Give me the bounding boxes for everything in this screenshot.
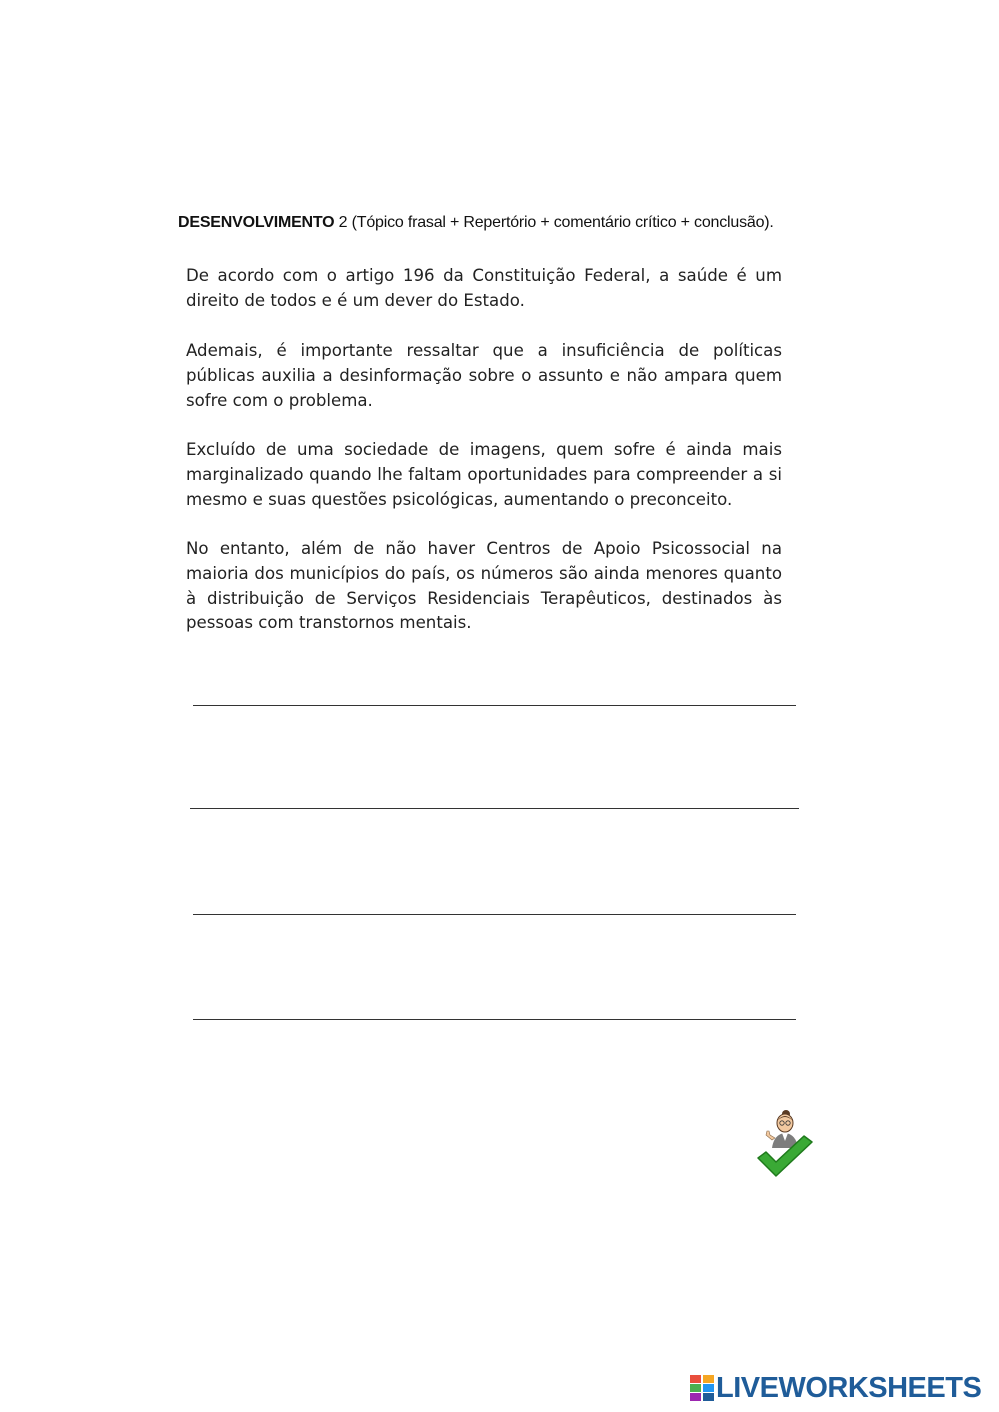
answer-line-1[interactable] [193,705,796,706]
paragraph-3: Excluído de uma sociedade de imagens, quem sofre é ainda mais marginalizado quando lhe faltam oportunidades para compreender a si mesmo e suas questões psicológicas, aumentando o preconceito. [186,440,782,509]
section-heading [178,214,774,232]
liveworksheets-icon [690,1375,714,1401]
section-heading-rest: 2 (Tópico frasal + Repertório + comentário crítico + conclusão). [334,214,774,231]
teacher-checkmark-icon[interactable] [752,1108,818,1184]
answer-line-2[interactable] [190,808,799,809]
teacher-checkmark-graphic [752,1108,818,1184]
section-heading-bold: DESENVOLVIMENTO [178,214,335,231]
answer-line-3[interactable] [193,914,796,915]
liveworksheets-logo [690,1372,981,1404]
answer-line-4[interactable] [193,1019,796,1020]
paragraph-4: No entanto, além de não haver Centros de Apoio Psicossocial na maioria dos municípios do país, os números são ainda menores quanto à distribuição de Serviços Residenciais Terapêuticos, destinados às pessoas com transtornos mentais. [186,539,782,633]
paragraph-1: De acordo com o artigo 196 da Constituição Federal, a saúde é um direito de todos e é um dever do Estado. [186,266,782,310]
liveworksheets-wordmark: LIVEWORKSHEETS [716,1372,982,1404]
paragraph-2: Ademais, é importante ressaltar que a insuficiência de políticas públicas auxilia a desinformação sobre o assunto e não ampara quem sofre com o problema. [186,341,782,410]
